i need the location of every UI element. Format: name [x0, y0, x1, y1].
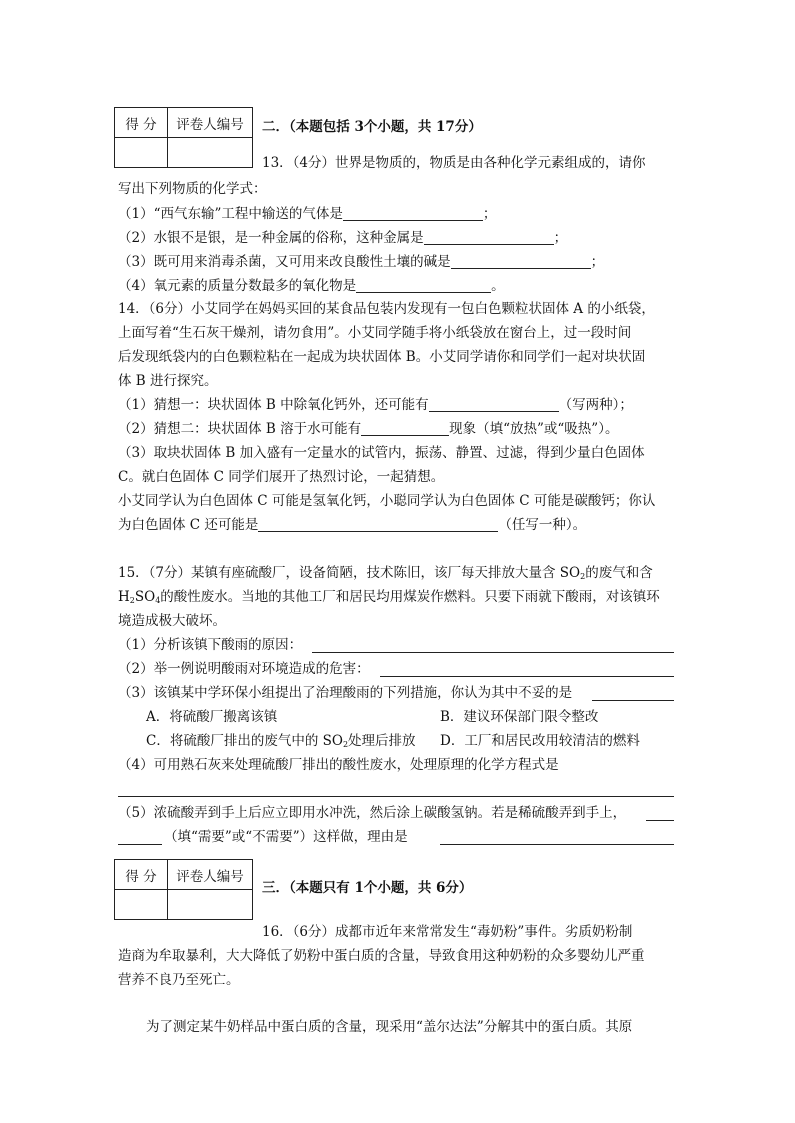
- q16-line4: 为了测定某牛奶样品中蛋白质的含量，现采用“盖尔达法”分解其中的蛋白质。其原: [146, 1019, 633, 1035]
- q13-item3-text: （3）既可用来消毒杀菌，又可用来改良酸性土壤的碱是: [118, 254, 451, 270]
- q15-item5-line2: （填“需要”或“不需要”）这样做，理由是: [164, 829, 408, 845]
- section3-title: 三．（本题只有 1个小题，共 6分）: [262, 880, 473, 896]
- q14-guess2-end: 现象（填“放热”或“吸热”）。: [449, 421, 619, 437]
- q15-line2-b: SO: [134, 589, 156, 605]
- q14-guess1-blank[interactable]: [429, 397, 559, 412]
- q15-line2-c: 的酸性废水。当地的其他工厂和居民均用煤炭作燃料。只要下雨就下酸雨，对该镇环: [160, 589, 660, 605]
- q15-option-c-a: C．将硫酸厂排出的废气中的 SO: [146, 733, 343, 749]
- q15-option-a: A．将硫酸厂搬离该镇: [146, 709, 278, 725]
- q15-item1-blank[interactable]: [312, 652, 674, 653]
- q15-line1-b: 的废气和含: [585, 565, 653, 581]
- q14-guess2-blank[interactable]: [361, 421, 449, 436]
- q13-item2: [118, 229, 567, 247]
- q15-line1-a: 15．（7分）某镇有座硫酸厂，设备简陋，技术陈旧，该厂每天排放大量含 SO: [118, 565, 581, 581]
- q14-discussion-line1: 小艾同学认为白色固体 C 可能是氢氧化钙，小聪同学认为白色固体 C 可能是碳酸钙；你认: [118, 493, 656, 509]
- q13-item3-end: ；: [590, 254, 605, 270]
- q13-item2-end: ；: [553, 230, 568, 246]
- q14-guess1: [118, 396, 633, 414]
- grader-label: 评卷人编号: [168, 108, 253, 138]
- section2-title: 二．（本题包括 3个小题，共 17分）: [262, 119, 482, 135]
- grader-cell[interactable]: [168, 138, 253, 168]
- q13-answer1-blank[interactable]: [343, 206, 483, 221]
- q15-item3-blank[interactable]: [592, 700, 674, 701]
- q14-item3-line1: （3）取块状固体 B 加入盛有一定量水的试管内，振荡、静置、过滤，得到少量白色固体: [118, 445, 645, 461]
- q15-option-c-b: 处理后排放: [348, 733, 416, 749]
- q13-item4-text: （4）氧元素的质量分数最多的氧化物是: [118, 278, 357, 294]
- q15-item2-blank[interactable]: [380, 676, 674, 677]
- score-table-section3: [114, 859, 253, 920]
- q13-item1-end: ；: [482, 206, 497, 222]
- score-label: 得 分: [115, 108, 168, 138]
- q15-item1: （1）分析该镇下酸雨的原因：: [118, 637, 303, 653]
- q15-item4: （4）可用熟石灰来处理硫酸厂排出的酸性废水，处理原理的化学方程式是: [118, 757, 559, 773]
- q14-line3: 后发现纸袋内的白色颗粒粘在一起成为块状固体 B。小艾同学请你和同学们一起对块状固: [118, 349, 646, 365]
- q13-item3: [118, 253, 604, 271]
- score-table-section2: [114, 107, 253, 168]
- q15-line1-sub: 2: [580, 572, 586, 581]
- q13-answer3-blank[interactable]: [451, 254, 591, 269]
- q15-line2-a: H: [118, 589, 130, 605]
- q13-item1: [118, 205, 496, 223]
- q13-item4-end: 。: [491, 278, 505, 294]
- q14-discussion-end: （任写一种）。: [498, 517, 587, 533]
- q15-item5-reason-blank[interactable]: [440, 844, 674, 845]
- q13-item4: [118, 277, 505, 295]
- q13-intro: 13．（4分）世界是物质的，物质是由各种化学元素组成的，请你: [262, 155, 646, 171]
- q15-option-b: B．建议环保部门限令整改: [440, 709, 599, 725]
- q14-line1: 14．（6分）小艾同学在妈妈买回的某食品包装内发现有一包白色颗粒状固体 A 的小纸袋，: [118, 301, 655, 317]
- q13-item2-text: （2）水银不是银，是一种金属的俗称，这种金属是: [118, 230, 424, 246]
- q14-discussion-blank[interactable]: [258, 517, 498, 532]
- q13-answer4-blank[interactable]: [356, 278, 491, 293]
- q16-line2: 造商为牟取暴利，大大降低了奶粉中蛋白质的含量，导致食用这种奶粉的众多婴幼儿严重: [118, 948, 645, 964]
- q14-guess2: [118, 420, 618, 438]
- q15-item2: （2）举一例说明酸雨对环境造成的危害：: [118, 661, 370, 677]
- grader-cell[interactable]: [168, 890, 253, 920]
- q14-item3-line2: C。就白色固体 C 同学们展开了热烈讨论，一起猜想。: [118, 469, 445, 485]
- q15-line1: [118, 564, 653, 586]
- q15-line3: 境造成极大破坏。: [118, 613, 226, 629]
- q14-guess1-end: （写两种）；: [558, 397, 633, 413]
- q14-line2: 上面写着“生石灰干燥剂，请勿食用”。小艾同学随手将小纸袋放在窗台上，过一段时间: [118, 325, 632, 341]
- score-label: 得 分: [115, 860, 168, 890]
- q15-line2: [118, 588, 660, 610]
- q15-option-d: D．工厂和居民改用较清洁的燃料: [440, 733, 640, 749]
- q15-line2-sub1: 2: [129, 596, 135, 605]
- q15-item5-blank2[interactable]: [118, 844, 162, 845]
- q15-option-c: [146, 732, 416, 754]
- q15-item5-line1: （5）浓硫酸弄到手上后应立即用水冲洗，然后涂上碳酸氢钠。若是稀硫酸弄到手上，: [118, 805, 627, 821]
- q14-line4: 体 B 进行探究。: [118, 373, 218, 389]
- q15-line2-sub2: 4: [155, 596, 161, 605]
- q15-item5-blank1[interactable]: [646, 820, 674, 821]
- q14-guess1-text: （1）猜想一：块状固体 B 中除氧化钙外，还可能有: [118, 397, 429, 413]
- q15-item3: （3）该镇某中学环保小组提出了治理酸雨的下列措施，你认为其中不妥的是: [118, 685, 573, 701]
- q13-intro2: 写出下列物质的化学式：: [118, 181, 267, 197]
- q14-guess2-text: （2）猜想二：块状固体 B 溶于水可能有: [118, 421, 362, 437]
- score-cell[interactable]: [115, 890, 168, 920]
- score-cell[interactable]: [115, 138, 168, 168]
- q13-item1-text: （1）“西气东输”工程中输送的气体是: [118, 206, 343, 222]
- q15-item4-blank[interactable]: [118, 796, 674, 797]
- q16-line3: 营养不良乃至死亡。: [118, 972, 240, 988]
- q16-line1: 16．（6分）成都市近年来常常发生“毒奶粉”事件。劣质奶粉制: [262, 924, 633, 940]
- q15-option-c-sub: 2: [342, 740, 349, 749]
- q14-discussion-line2: [118, 516, 586, 534]
- grader-label: 评卷人编号: [168, 860, 253, 890]
- q13-answer2-blank[interactable]: [424, 230, 554, 245]
- q14-discussion-text: 为白色固体 C 还可能是: [118, 517, 259, 533]
